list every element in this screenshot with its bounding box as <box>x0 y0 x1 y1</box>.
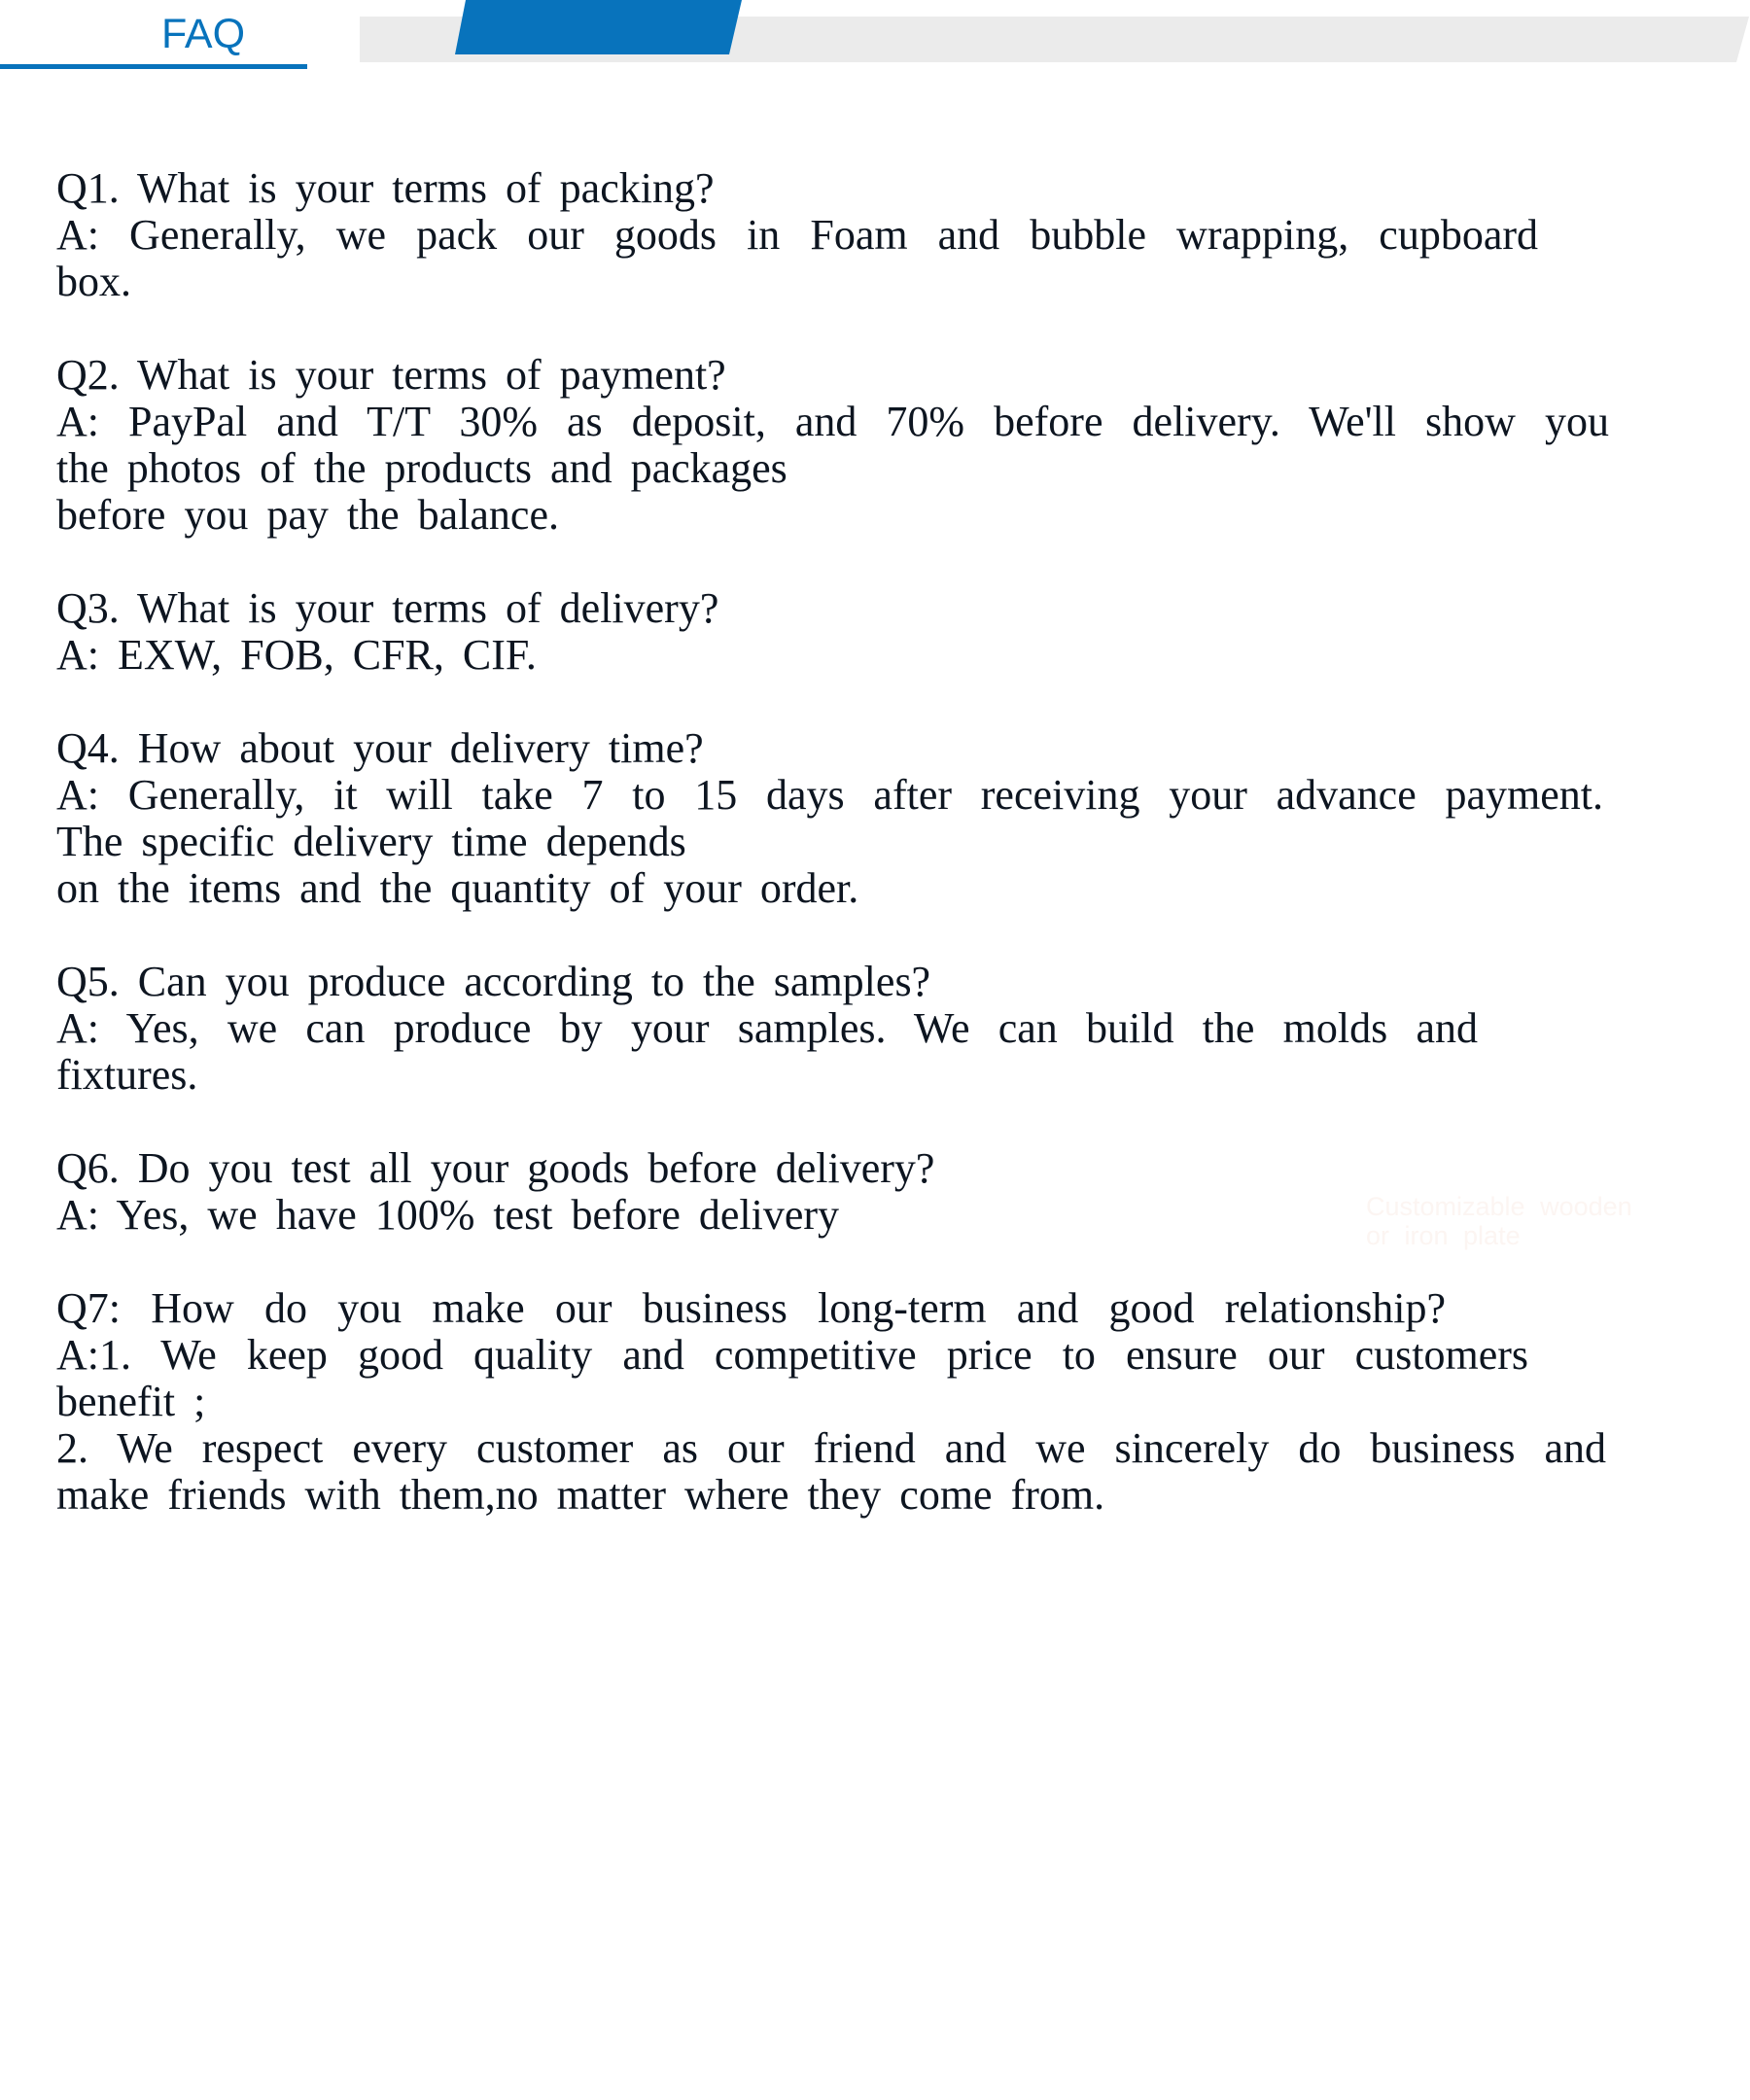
header-blue-tab <box>455 0 742 54</box>
faq-answer-line: fixtures. <box>56 1051 198 1099</box>
faq-question: Q1. What is your terms of packing? <box>56 164 715 212</box>
faq-question: Q3. What is your terms of delivery? <box>56 584 719 632</box>
faq-question: Q5. Can you produce according to the samples? <box>56 958 931 1005</box>
faq-answer-line: before you pay the balance. <box>56 491 559 539</box>
faq-answer-line: A: Yes, we can produce by your samples. We can build the molds and <box>56 1004 1478 1052</box>
faq-answer-line: A: Yes, we have 100% test before delivery <box>56 1191 840 1239</box>
header-decoration <box>0 0 1750 68</box>
faq-answer-line: make friends with them,no matter where they come from. <box>56 1471 1105 1519</box>
faint-caption-line: Customizable wooden <box>1366 1192 1632 1221</box>
faq-answer-line: benefit ; <box>56 1378 206 1425</box>
header-banner <box>0 0 1750 68</box>
faq-answer-line: The specific delivery time depends <box>56 818 686 865</box>
faq-list <box>56 165 1709 1519</box>
faint-caption <box>1366 1192 1632 1250</box>
faq-item-1 <box>56 165 1709 305</box>
faq-answer-line: A:1. We keep good quality and competitive price to ensure our customers <box>56 1331 1528 1379</box>
faq-answer-line: box. <box>56 258 131 305</box>
faq-answer-line: A: PayPal and T/T 30% as deposit, and 70% before delivery. We'll show you <box>56 398 1609 445</box>
faq-question: Q4. How about your delivery time? <box>56 724 704 772</box>
faq-answer-line: on the items and the quantity of your order. <box>56 864 859 912</box>
faq-question: Q6. Do you test all your goods before delivery? <box>56 1144 935 1192</box>
title-underline <box>0 64 307 69</box>
page-title: FAQ <box>161 11 246 57</box>
faq-item-5 <box>56 959 1709 1099</box>
faint-caption-line: or iron plate <box>1366 1221 1521 1250</box>
faq-answer-line: 2. We respect every customer as our friend and we sincerely do business and <box>56 1424 1606 1472</box>
faq-question: Q2. What is your terms of payment? <box>56 351 726 399</box>
faq-answer-line: A: Generally, it will take 7 to 15 days after receiving your advance payment. <box>56 771 1603 819</box>
faq-item-4 <box>56 725 1709 912</box>
faq-answer-line: A: Generally, we pack our goods in Foam and bubble wrapping, cupboard <box>56 211 1538 259</box>
faq-item-7 <box>56 1285 1709 1519</box>
faq-item-3 <box>56 585 1709 679</box>
faq-item-2 <box>56 352 1709 539</box>
faq-answer-line: A: EXW, FOB, CFR, CIF. <box>56 631 537 679</box>
faq-answer-line: the photos of the products and packages <box>56 444 788 492</box>
faq-question: Q7: How do you make our business long-term and good relationship? <box>56 1284 1446 1332</box>
